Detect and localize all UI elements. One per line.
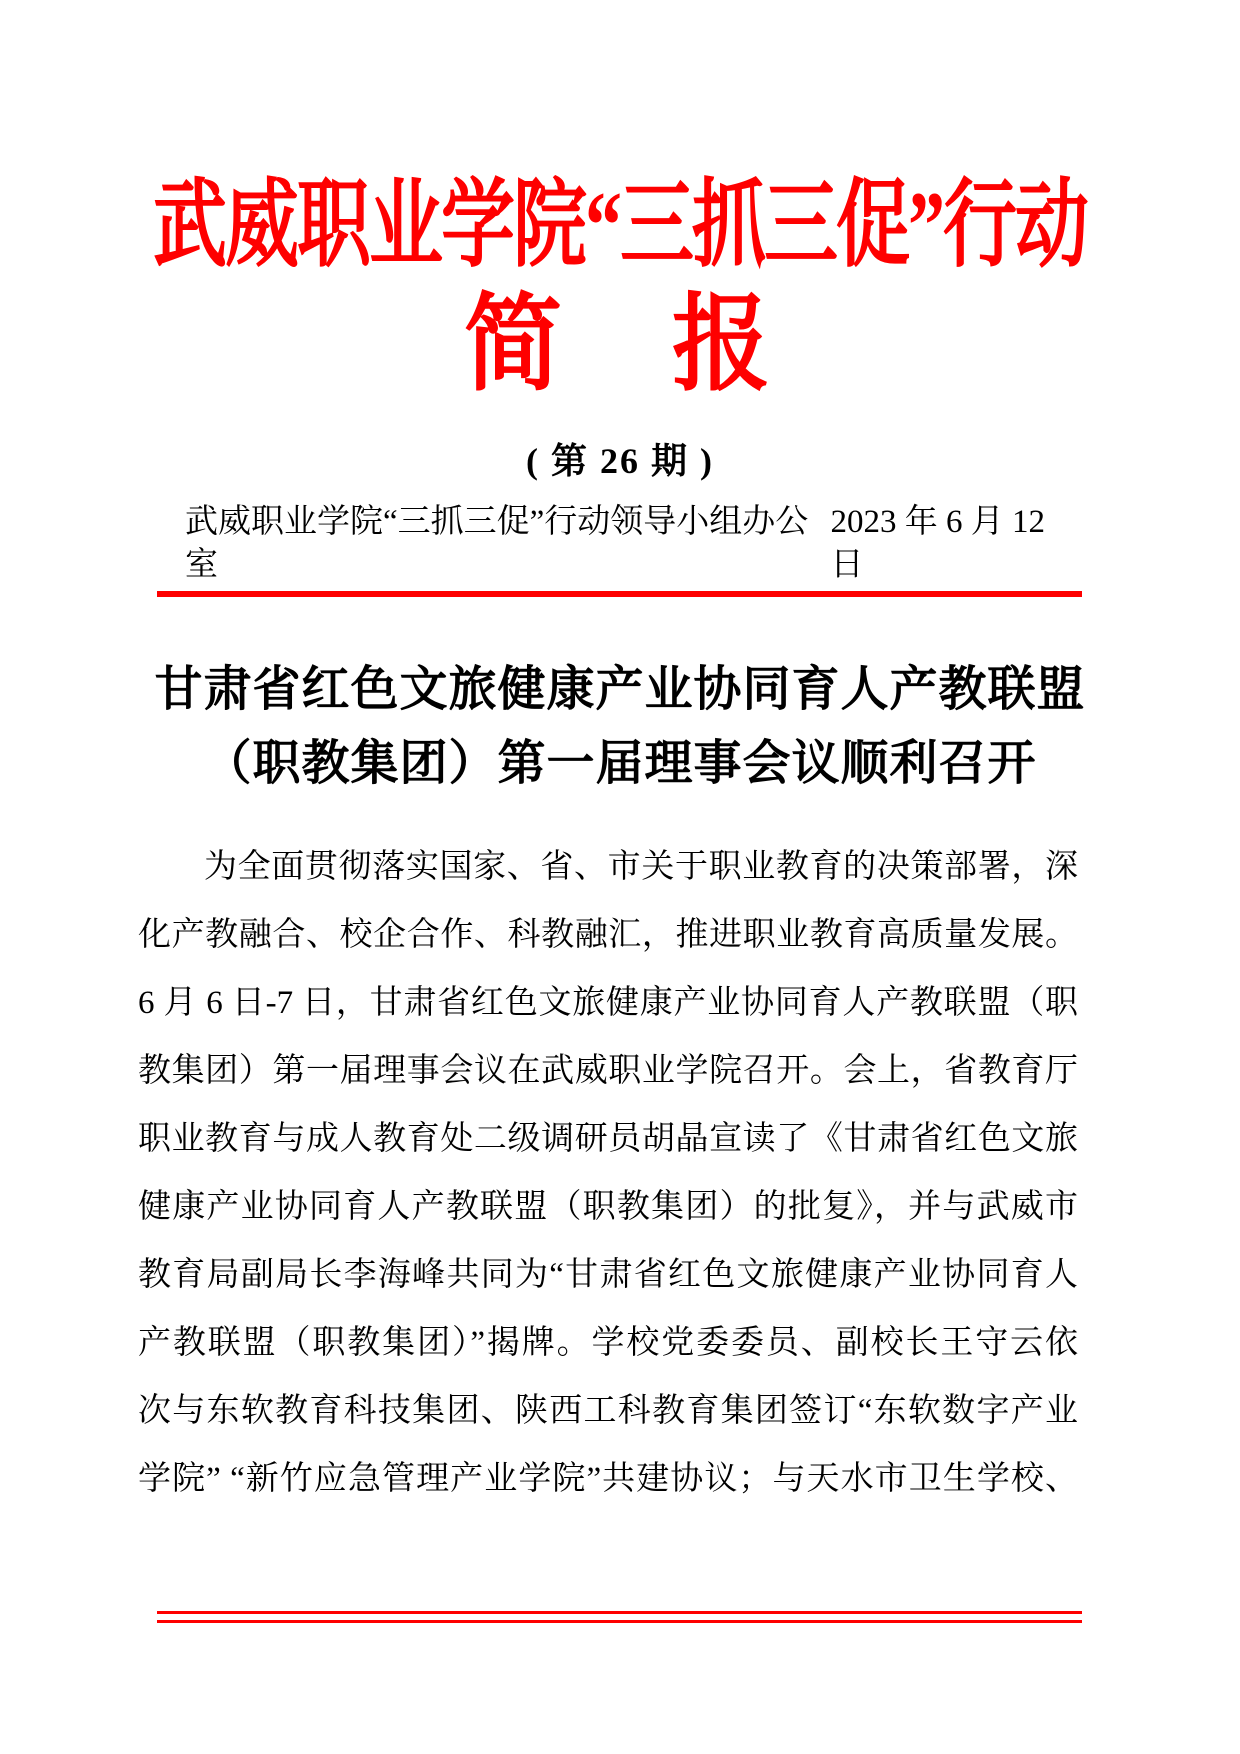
bulletin-masthead-subtitle: 简 报: [463, 287, 776, 405]
red-rule-thick: [157, 591, 1082, 597]
publish-date: 2023 年 6 月 12 日: [830, 504, 1045, 583]
body-line: 教育局副局长李海峰共同为“甘肃省红色文旅健康产业协同育人: [138, 1257, 1078, 1293]
body-line: 6 月 6 日-7 日，甘肃省红色文旅健康产业协同育人产教联盟（职: [138, 985, 1078, 1021]
red-rule-double: [157, 1611, 1082, 1623]
bulletin-masthead-title: 武威职业学院“三抓三促”行动: [153, 172, 1087, 280]
body-line: 职业教育与成人教育处二级调研员胡晶宣读了《甘肃省红色文旅: [138, 1121, 1078, 1157]
body-line: 化产教融合、校企合作、科教融汇，推进职业教育高质量发展。: [138, 917, 1078, 953]
article-title-line2: （职教集团）第一届理事会议顺利召开: [203, 737, 1037, 790]
publisher-office: 武威职业学院“三抓三促”行动领导小组办公室: [185, 504, 809, 583]
issue-number: ( 第 26 期 ): [526, 441, 714, 481]
body-line: 次与东软教育科技集团、陕西工科教育集团签订“东软数字产业: [138, 1393, 1078, 1429]
article-title: [0, 653, 1240, 801]
article-body: [138, 833, 1078, 1513]
body-line: 产教联盟（职教集团）”揭牌。学校党委委员、副校长王守云依: [138, 1325, 1078, 1361]
body-line: 学院” “新竹应急管理产业学院”共建协议；与天水市卫生学校、: [138, 1461, 1078, 1497]
body-line: 健康产业协同育人产教联盟（职教集团）的批复》，并与武威市: [138, 1189, 1078, 1225]
article-title-line1: 甘肃省红色文旅健康产业协同育人产教联盟: [154, 663, 1086, 716]
publisher-row: [157, 501, 1082, 587]
body-line: 为全面贯彻落实国家、省、市关于职业教育的决策部署，深: [204, 849, 1078, 885]
body-line: 教集团）第一届理事会议在武威职业学院召开。会上，省教育厅: [138, 1053, 1078, 1089]
